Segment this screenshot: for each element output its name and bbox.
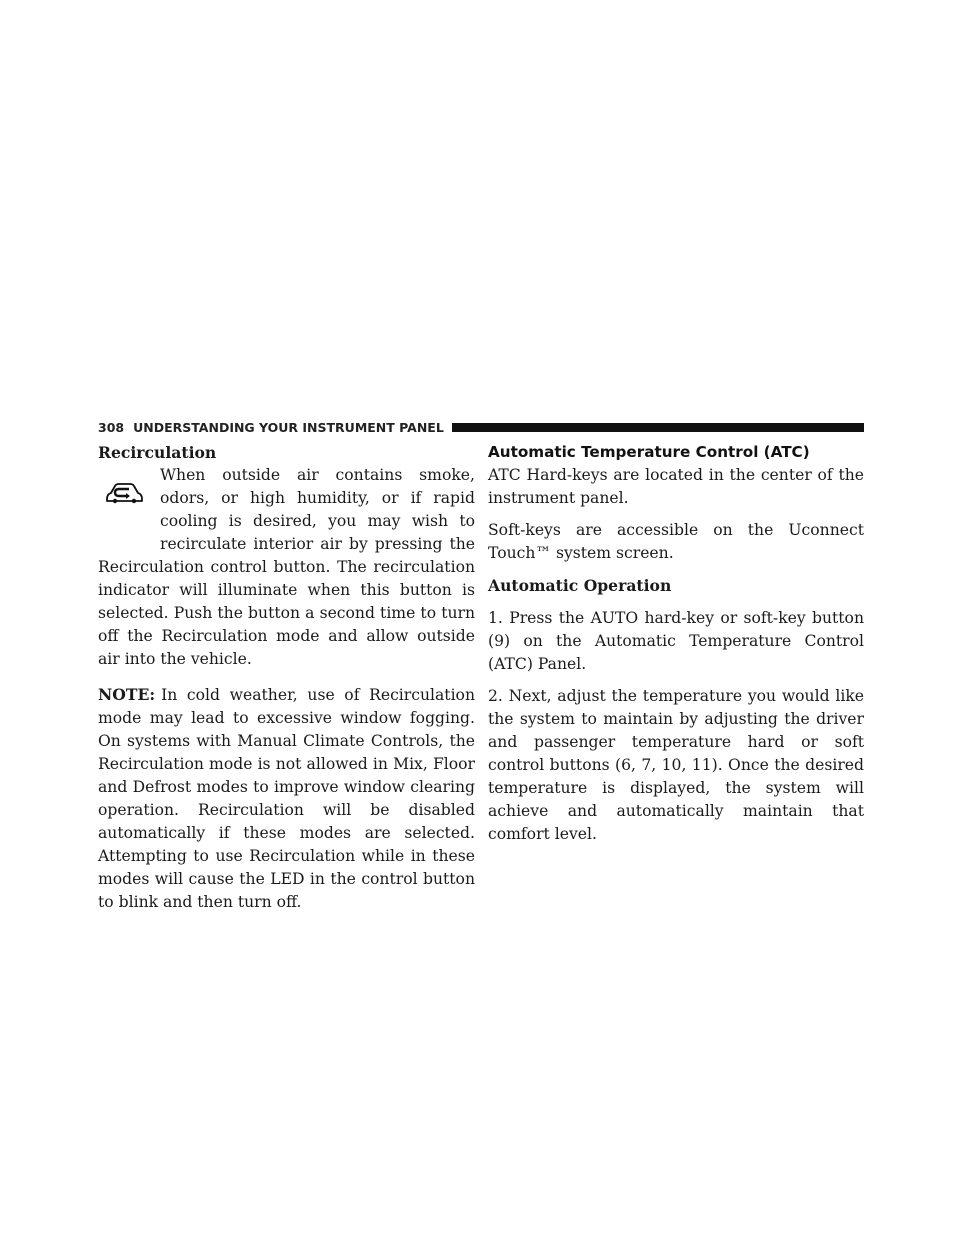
automatic-operation-heading: Automatic Operation xyxy=(488,576,672,595)
recirculation-icon xyxy=(98,464,160,534)
section-title: UNDERSTANDING YOUR INSTRUMENT PANEL xyxy=(133,419,444,435)
note-label: NOTE: xyxy=(98,685,156,704)
note-text: In cold weather, use of Recirculation mode may lead to excessive window fogging. On systems with Manual Climate Controls, the Recirculation mode is not allowed in Mix, Floor and Defrost modes to improve window clearing operation. Recirculation will be disabled automatically if these modes are selected. Attempting to use Recirculation while in these modes will cause the LED in the control button to blink and then turn off. xyxy=(98,686,475,911)
atc-softkeys-paragraph: Soft-keys are accessible on the Uconnect Touch™ system screen. xyxy=(488,521,864,562)
header-rule xyxy=(452,423,864,432)
step-1: 1. Press the AUTO hard-key or soft-key button (9) on the Automatic Temperature Control (ATC) Panel. xyxy=(488,609,864,673)
recirculation-heading: Recirculation xyxy=(98,443,217,462)
left-column xyxy=(98,441,475,923)
step-2: 2. Next, adjust the temperature you would like the system to maintain by adjusting the driver and passenger temperature hard or soft control buttons (6, 7, 10, 11). Once the desired temperature is displayed, the system will achieve and automatically maintain that comfort level. xyxy=(488,687,864,843)
atc-heading: Automatic Temperature Control (ATC) xyxy=(488,443,810,461)
page-header xyxy=(98,419,864,435)
page-number: 308 xyxy=(98,419,125,435)
recirculation-paragraph xyxy=(98,464,475,671)
atc-hardkeys-paragraph: ATC Hard-keys are located in the center of the instrument panel. xyxy=(488,466,864,507)
right-column xyxy=(488,441,864,855)
note-paragraph xyxy=(98,683,475,914)
recirculation-text: When outside air contains smoke, odors, or high humidity, or if rapid cooling is desired, you may wish to recirculate interior air by pressing the Recirculation control button. The recirculation indicator will illuminate when this button is selected. Push the button a second time to turn off the Recirculation mode and allow outside air into the vehicle. xyxy=(98,466,475,668)
